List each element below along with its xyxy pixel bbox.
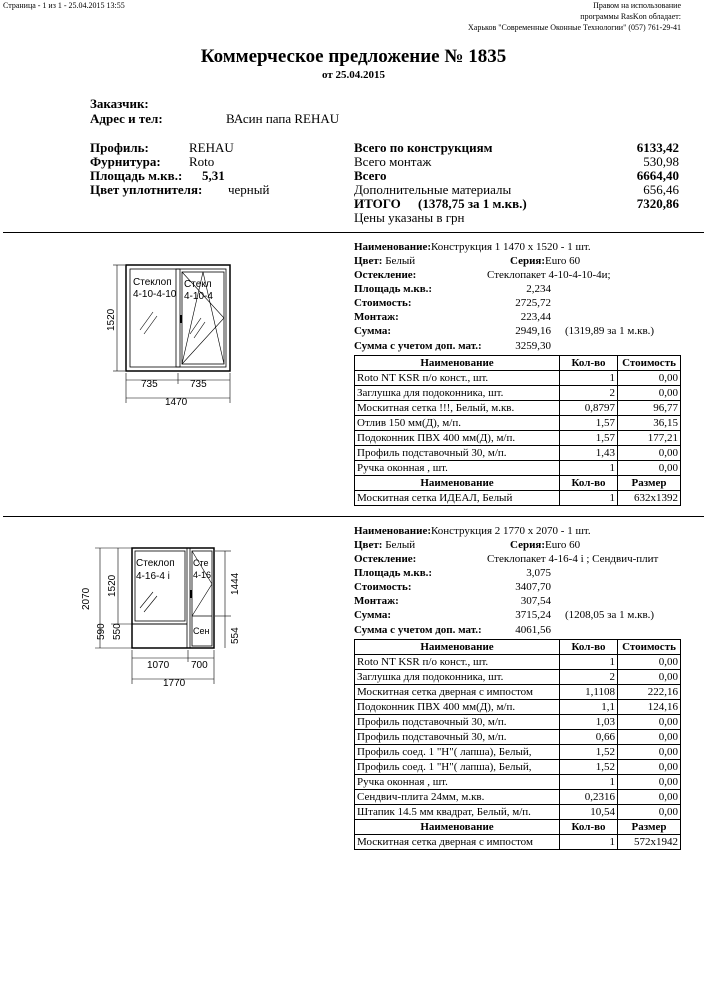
col-qty: Кол-во bbox=[560, 356, 618, 371]
c1-sizes-header bbox=[355, 476, 681, 491]
table-row bbox=[355, 401, 681, 416]
item-qty: 1,1108 bbox=[560, 685, 618, 700]
item-cost: 0,00 bbox=[618, 730, 681, 745]
col-qty: Кол-во bbox=[560, 820, 618, 835]
item-name: Сендвич-плита 24мм, м.кв. bbox=[355, 790, 560, 805]
c1-glass-mark-4 bbox=[194, 322, 205, 338]
item-cost: 0,00 bbox=[618, 371, 681, 386]
c2-dim-left: 1070 bbox=[147, 660, 170, 671]
c2-items-header bbox=[355, 640, 681, 655]
total-install-label: Всего монтаж bbox=[354, 154, 432, 169]
c1-name: Наименование:Конструкция 1 1470 х 1520 - 1 шт. bbox=[354, 241, 591, 253]
c2-glazing: Стеклопакет 4-16-4 i ; Сендвич-плит bbox=[487, 553, 659, 565]
c2-color: Цвет: Белый bbox=[354, 539, 416, 551]
item-cost: 36,15 bbox=[618, 416, 681, 431]
table-row bbox=[355, 416, 681, 431]
table-row bbox=[355, 700, 681, 715]
size-qty: 1 bbox=[560, 491, 618, 506]
item-name: Ручка оконная , шт. bbox=[355, 461, 560, 476]
c1-glass-left-2: 4-10-4-10 bbox=[133, 289, 177, 300]
item-name: Ручка оконная , шт. bbox=[355, 775, 560, 790]
c1-mullion bbox=[176, 269, 180, 367]
area-value: 5,31 bbox=[202, 168, 225, 183]
item-cost: 0,00 bbox=[618, 386, 681, 401]
company-line: Харьков "Современные Оконные Технологии" (057) 761-29-41 bbox=[468, 23, 681, 32]
currency-note: Цены указаны в грн bbox=[354, 210, 465, 225]
construction-2-drawing bbox=[75, 540, 275, 690]
item-name: Заглушка для подоконника, шт. bbox=[355, 386, 560, 401]
c2-cost-label: Стоимость: bbox=[354, 581, 412, 593]
table-row bbox=[355, 805, 681, 820]
c2-glass-bottom: Сен bbox=[193, 626, 210, 636]
col-cost: Стоимость bbox=[618, 356, 681, 371]
table-row bbox=[355, 790, 681, 805]
c2-sum-per-sqm: (1208,05 за 1 м.кв.) bbox=[565, 609, 655, 621]
col-size: Размер bbox=[618, 476, 681, 491]
c2-glass-right: Сте bbox=[193, 558, 209, 568]
col-qty: Кол-во bbox=[560, 640, 618, 655]
item-qty: 0,66 bbox=[560, 730, 618, 745]
c2-dim-total-h: 2070 bbox=[81, 587, 92, 610]
c2-cost: 3407,70 bbox=[515, 581, 551, 593]
size-value: 572x1942 bbox=[618, 835, 681, 850]
c1-dim-total: 1470 bbox=[165, 397, 188, 408]
col-name: Наименование bbox=[355, 640, 560, 655]
size-value: 632x1392 bbox=[618, 491, 681, 506]
document-title: Коммерческое предложение № 1835 bbox=[200, 46, 507, 67]
c2-sum-label: Сумма: bbox=[354, 609, 392, 621]
item-cost: 0,00 bbox=[618, 790, 681, 805]
col-name: Наименование bbox=[355, 356, 560, 371]
c2-mullion bbox=[187, 548, 190, 648]
c2-dim-total: 1770 bbox=[163, 678, 186, 689]
page-info: Страница - 1 из 1 - 25.04.2015 13:55 bbox=[3, 1, 125, 10]
item-qty: 0,8797 bbox=[560, 401, 618, 416]
divider-1 bbox=[3, 232, 704, 233]
address-label: Адрес и тел: bbox=[90, 111, 163, 126]
grand-total-value: 7320,86 bbox=[636, 196, 679, 211]
item-name: Москитная сетка дверная с импостом bbox=[355, 685, 560, 700]
item-qty: 1,52 bbox=[560, 760, 618, 775]
item-qty: 1 bbox=[560, 371, 618, 386]
c1-sum-extra-label: Сумма с учетом доп. мат.: bbox=[354, 340, 482, 352]
c2-install-label: Монтаж: bbox=[354, 595, 399, 607]
table-row bbox=[355, 371, 681, 386]
c1-glass-mark-2 bbox=[144, 316, 157, 334]
hardware-label: Фурнитура: bbox=[90, 154, 161, 169]
c1-series: Серия:Euro 60 bbox=[510, 255, 581, 267]
extra-label: Дополнительные материалы bbox=[354, 182, 512, 197]
item-cost: 177,21 bbox=[618, 431, 681, 446]
item-cost: 0,00 bbox=[618, 670, 681, 685]
c2-items-table bbox=[354, 639, 681, 850]
item-cost: 0,00 bbox=[618, 655, 681, 670]
size-name: Москитная сетка ИДЕАЛ, Белый bbox=[355, 491, 560, 506]
rights-line-2: программы RasKon обладает: bbox=[580, 12, 681, 21]
c2-dim-low-h1: 590 bbox=[96, 623, 107, 640]
profile-value: REHAU bbox=[189, 140, 234, 155]
item-name: Профиль подставочный 30, м/п. bbox=[355, 715, 560, 730]
c1-cost-label: Стоимость: bbox=[354, 297, 412, 309]
item-cost: 124,16 bbox=[618, 700, 681, 715]
col-cost: Стоимость bbox=[618, 640, 681, 655]
document-date: от 25.04.2015 bbox=[321, 69, 385, 81]
total-install-value: 530,98 bbox=[643, 154, 679, 169]
c2-area: 3,075 bbox=[526, 567, 551, 579]
c1-dim-height: 1520 bbox=[106, 308, 117, 331]
c2-dim-door-h: 1444 bbox=[230, 572, 241, 595]
table-row bbox=[355, 775, 681, 790]
area-label: Площадь м.кв.: bbox=[90, 168, 183, 183]
table-row bbox=[355, 491, 681, 506]
table-row bbox=[355, 386, 681, 401]
size-qty: 1 bbox=[560, 835, 618, 850]
divider-2 bbox=[3, 516, 704, 517]
item-qty: 10,54 bbox=[560, 805, 618, 820]
c1-sum-label: Сумма: bbox=[354, 325, 392, 337]
item-name: Штапик 14.5 мм квадрат, Белый, м/п. bbox=[355, 805, 560, 820]
c1-sum: 2949,16 bbox=[515, 325, 551, 337]
c1-glazing-label: Остекление: bbox=[354, 269, 417, 281]
col-qty: Кол-во bbox=[560, 476, 618, 491]
item-qty: 1,57 bbox=[560, 431, 618, 446]
item-cost: 0,00 bbox=[618, 461, 681, 476]
item-name: Подоконник ПВХ 400 мм(Д), м/п. bbox=[355, 431, 560, 446]
c1-install-label: Монтаж: bbox=[354, 311, 399, 323]
c2-sum-extra-label: Сумма с учетом доп. мат.: bbox=[354, 624, 482, 636]
table-row bbox=[355, 431, 681, 446]
c2-sum-extra: 4061,56 bbox=[515, 624, 551, 636]
total-label: Всего bbox=[354, 168, 387, 183]
total-constructions-value: 6133,42 bbox=[636, 140, 679, 155]
table-row bbox=[355, 655, 681, 670]
item-name: Профиль соед. 1 "Н"( лапша), Белый, bbox=[355, 745, 560, 760]
item-cost: 0,00 bbox=[618, 760, 681, 775]
item-qty: 1 bbox=[560, 461, 618, 476]
item-qty: 1,52 bbox=[560, 745, 618, 760]
customer-label: Заказчик: bbox=[90, 96, 149, 111]
c2-glass-mark-1 bbox=[140, 592, 153, 608]
table-row bbox=[355, 670, 681, 685]
c2-glass-right-2: 4-16 bbox=[193, 570, 212, 580]
total-value: 6664,40 bbox=[636, 168, 679, 183]
item-qty: 1,1 bbox=[560, 700, 618, 715]
seal-label: Цвет уплотнителя: bbox=[90, 182, 203, 197]
item-qty: 2 bbox=[560, 670, 618, 685]
c1-dim-right: 735 bbox=[190, 379, 207, 390]
item-name: Roto NT KSR п/о конст., шт. bbox=[355, 371, 560, 386]
table-row bbox=[355, 760, 681, 775]
col-name: Наименование bbox=[355, 820, 560, 835]
c2-area-label: Площадь м.кв.: bbox=[354, 567, 433, 579]
c1-dim-left: 735 bbox=[141, 379, 158, 390]
c2-dim-right: 700 bbox=[191, 660, 208, 671]
c1-glass-mark-1 bbox=[140, 312, 153, 330]
grand-total-per-sqm: (1378,75 за 1 м.кв.) bbox=[418, 196, 527, 211]
c2-sum: 3715,24 bbox=[515, 609, 551, 621]
construction-1-drawing bbox=[95, 255, 255, 415]
col-name: Наименование bbox=[355, 476, 560, 491]
item-name: Заглушка для подоконника, шт. bbox=[355, 670, 560, 685]
c2-glass-mark-2 bbox=[144, 596, 157, 612]
extra-value: 656,46 bbox=[643, 182, 679, 197]
c2-dim-window-h: 1520 bbox=[107, 574, 118, 597]
item-name: Подоконник ПВХ 400 мм(Д), м/п. bbox=[355, 700, 560, 715]
c2-name: Наименование:Конструкция 2 1770 х 2070 - 1 шт. bbox=[354, 525, 591, 537]
c2-install: 307,54 bbox=[520, 595, 551, 607]
grand-total-label: ИТОГО bbox=[354, 196, 401, 211]
item-name: Москитная сетка !!!, Белый, м.кв. bbox=[355, 401, 560, 416]
c1-glass-right: Стекл bbox=[184, 279, 212, 290]
c2-dim-low-h2: 550 bbox=[112, 623, 123, 640]
address-value: ВАсин папа REHAU bbox=[226, 111, 340, 126]
c1-items-table bbox=[354, 355, 681, 506]
seal-value: черный bbox=[228, 182, 270, 197]
c2-sizes-header bbox=[355, 820, 681, 835]
item-qty: 1,03 bbox=[560, 715, 618, 730]
profile-label: Профиль: bbox=[90, 140, 149, 155]
item-name: Профиль подставочный 30, м/п. bbox=[355, 446, 560, 461]
item-cost: 0,00 bbox=[618, 715, 681, 730]
item-qty: 1 bbox=[560, 775, 618, 790]
item-cost: 96,77 bbox=[618, 401, 681, 416]
table-row bbox=[355, 685, 681, 700]
c1-glass-left: Стеклоп bbox=[133, 277, 172, 288]
item-name: Roto NT KSR п/о конст., шт. bbox=[355, 655, 560, 670]
table-row bbox=[355, 446, 681, 461]
c1-items-header bbox=[355, 356, 681, 371]
c1-color: Цвет: Белый bbox=[354, 255, 416, 267]
item-qty: 1 bbox=[560, 655, 618, 670]
item-name: Профиль подставочный 30, м/п. bbox=[355, 730, 560, 745]
item-cost: 0,00 bbox=[618, 805, 681, 820]
item-qty: 1,57 bbox=[560, 416, 618, 431]
item-cost: 222,16 bbox=[618, 685, 681, 700]
hardware-value: Roto bbox=[189, 154, 215, 169]
c2-series: Серия:Euro 60 bbox=[510, 539, 581, 551]
c1-sum-per-sqm: (1319,89 за 1 м.кв.) bbox=[565, 325, 655, 337]
total-constructions-label: Всего по конструкциям bbox=[354, 140, 493, 155]
c1-area-label: Площадь м.кв.: bbox=[354, 283, 433, 295]
col-size: Размер bbox=[618, 820, 681, 835]
c1-area: 2,234 bbox=[526, 283, 551, 295]
c2-dim-low-h3: 554 bbox=[230, 627, 241, 644]
table-row bbox=[355, 461, 681, 476]
rights-line-1: Правом на использование bbox=[593, 1, 681, 10]
c1-install: 223,44 bbox=[520, 311, 551, 323]
c1-cost: 2725,72 bbox=[515, 297, 551, 309]
c1-sum-extra: 3259,30 bbox=[515, 340, 551, 352]
table-row bbox=[355, 730, 681, 745]
table-row bbox=[355, 835, 681, 850]
c1-glazing: Стеклопакет 4-10-4-10-4и; bbox=[487, 269, 611, 281]
size-name: Москитная сетка дверная с импостом bbox=[355, 835, 560, 850]
item-qty: 2 bbox=[560, 386, 618, 401]
c2-glass-left-2: 4-16-4 i bbox=[136, 571, 170, 582]
item-qty: 1,43 bbox=[560, 446, 618, 461]
item-name: Профиль соед. 1 "Н"( лапша), Белый, bbox=[355, 760, 560, 775]
item-qty: 0,2316 bbox=[560, 790, 618, 805]
c1-glass-right-2: 4-10-4 bbox=[184, 291, 213, 302]
table-row bbox=[355, 745, 681, 760]
item-cost: 0,00 bbox=[618, 775, 681, 790]
item-name: Отлив 150 мм(Д), м/п. bbox=[355, 416, 560, 431]
item-cost: 0,00 bbox=[618, 446, 681, 461]
c2-glazing-label: Остекление: bbox=[354, 553, 417, 565]
table-row bbox=[355, 715, 681, 730]
c2-glass-left: Стеклоп bbox=[136, 558, 175, 569]
item-cost: 0,00 bbox=[618, 745, 681, 760]
